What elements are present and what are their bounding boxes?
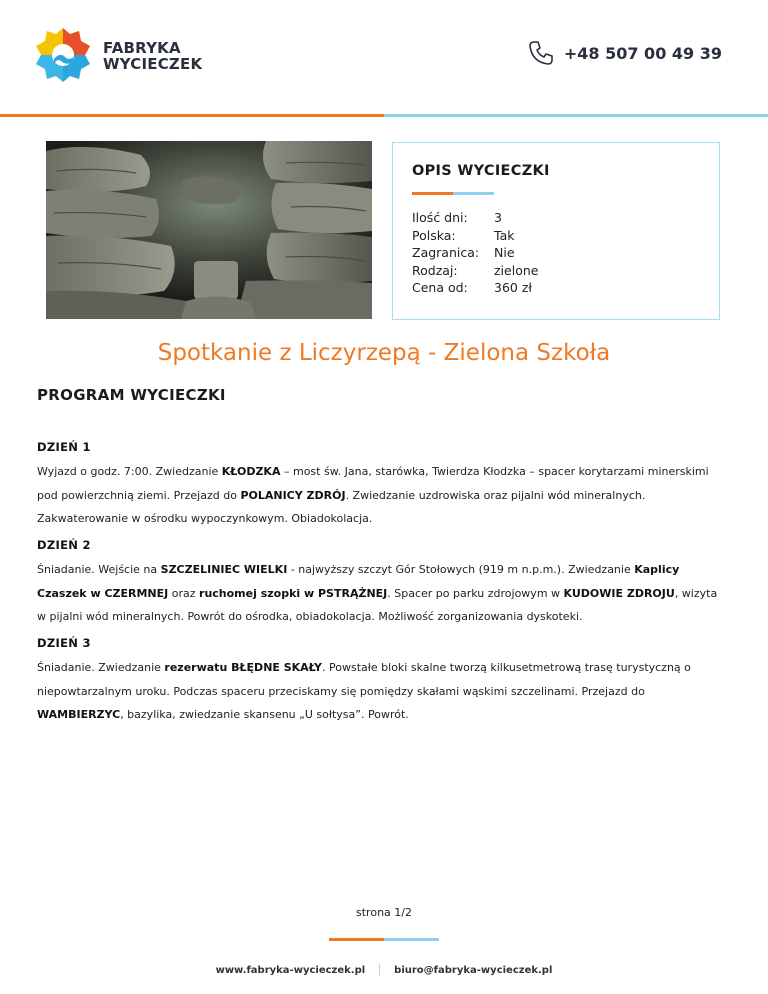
info-label: Cena od:	[412, 280, 468, 295]
info-row-poland	[412, 227, 538, 245]
info-label: Polska:	[412, 227, 456, 243]
info-row-price	[412, 279, 538, 297]
description-text: oraz	[168, 586, 200, 600]
trip-info-card	[392, 142, 720, 320]
info-label: Zagranica:	[412, 245, 480, 260]
highlighted-place: Kaplicy Czaszek w CZERMNEJ	[37, 563, 680, 600]
description-text: , wizyta w pijalni wód mineralnych. Powrót do ośrodka, obiadokolacja. Możliwość zorganizowania dyskoteki.	[37, 586, 718, 623]
page-number: strona 1/2	[356, 906, 412, 919]
description-text: . Spacer po parku zdrojowym w	[387, 586, 564, 600]
highlighted-place: SZCZELINIEC WIELKI	[160, 563, 288, 576]
description-text: - najwyższy szczyt Gór Stołowych (919 m n.p.m.). Zwiedzanie	[287, 563, 635, 576]
rock-formation-image	[46, 141, 372, 319]
description-text: . Zwiedzanie uzdrowiska oraz pijalni wód mineralnych. Zakwaterowanie w ośrodku wypoczynkowym. Obiadokolacja.	[37, 488, 646, 525]
description-text: Śniadanie. Zwiedzanie	[37, 661, 165, 674]
trip-title: Spotkanie z Liczyrzepą - Zielona Szkoła	[157, 340, 611, 366]
brand-logo[interactable]	[30, 25, 210, 85]
info-value: zielone	[494, 262, 539, 278]
day-title: DZIEŃ 1	[37, 440, 91, 454]
footer-links	[0, 964, 768, 976]
description-text: Wyjazd o godz. 7:00. Zwiedzanie	[37, 465, 222, 478]
info-table	[412, 209, 538, 297]
website-link[interactable]: www.fabryka-wycieczek.pl	[215, 965, 366, 976]
info-card-title: OPIS WYCIECZKI	[412, 163, 550, 179]
info-value: Nie	[494, 245, 515, 260]
logo-gear-icon	[30, 25, 96, 85]
phone-icon	[528, 40, 554, 66]
day-section-2	[37, 538, 727, 629]
trip-photo	[46, 141, 372, 319]
brand-name: FABRYKA WYCIECZEK	[103, 39, 203, 73]
info-row-days	[412, 209, 538, 227]
info-value: 3	[494, 210, 502, 225]
highlighted-place: POLANICY ZDRÓJ	[240, 488, 346, 502]
day-description	[37, 656, 727, 727]
info-card-accent	[412, 192, 494, 195]
day-description	[37, 558, 727, 629]
highlighted-place: rezerwatu BŁĘDNE SKAŁY	[164, 661, 323, 674]
day-section-1	[37, 440, 727, 531]
description-text: – most św. Jana, starówka, Twierdza Kłodzka – spacer korytarzami minerskimi pod powierzchnią ziemi. Przejazd do	[37, 465, 709, 502]
day-section-3	[37, 636, 727, 727]
footer-accent	[329, 938, 439, 941]
description-text: Śniadanie. Wejście na	[37, 563, 161, 576]
footer-separator	[379, 964, 380, 976]
info-label: Ilość dni:	[412, 210, 468, 225]
program-heading: PROGRAM WYCIECZKI	[37, 386, 226, 404]
info-value: 360 zł	[494, 280, 532, 295]
info-label: Rodzaj:	[412, 262, 458, 278]
description-text: , bazylika, zwiedzanie skansenu „U sołtysa”. Powrót.	[120, 708, 409, 721]
info-value: Tak	[494, 227, 515, 243]
day-description	[37, 460, 727, 531]
phone-number[interactable]: +48 507 00 49 39	[563, 43, 722, 63]
header-divider	[0, 114, 768, 117]
email-link[interactable]: biuro@fabryka-wycieczek.pl	[394, 965, 553, 976]
phone-contact[interactable]	[528, 40, 722, 66]
highlighted-place: ruchomej szopki w PSTRĄŻNEJ	[199, 586, 388, 600]
highlighted-place: WAMBIERZYC	[37, 708, 121, 721]
highlighted-place: KUDOWIE ZDROJU	[563, 586, 675, 600]
day-title: DZIEŃ 3	[37, 636, 91, 650]
day-title: DZIEŃ 2	[37, 538, 91, 552]
description-text: . Powstałe bloki skalne tworzą kilkusetmetrową trasę turystyczną o niepowtarzalnym uroku. Podczas spaceru przeciskamy się pomiędzy skałami wąskimi szczelinami. Przejazd do	[37, 661, 691, 698]
info-row-type	[412, 262, 538, 280]
info-row-abroad	[412, 244, 538, 262]
highlighted-place: KŁODZKA	[221, 465, 281, 478]
